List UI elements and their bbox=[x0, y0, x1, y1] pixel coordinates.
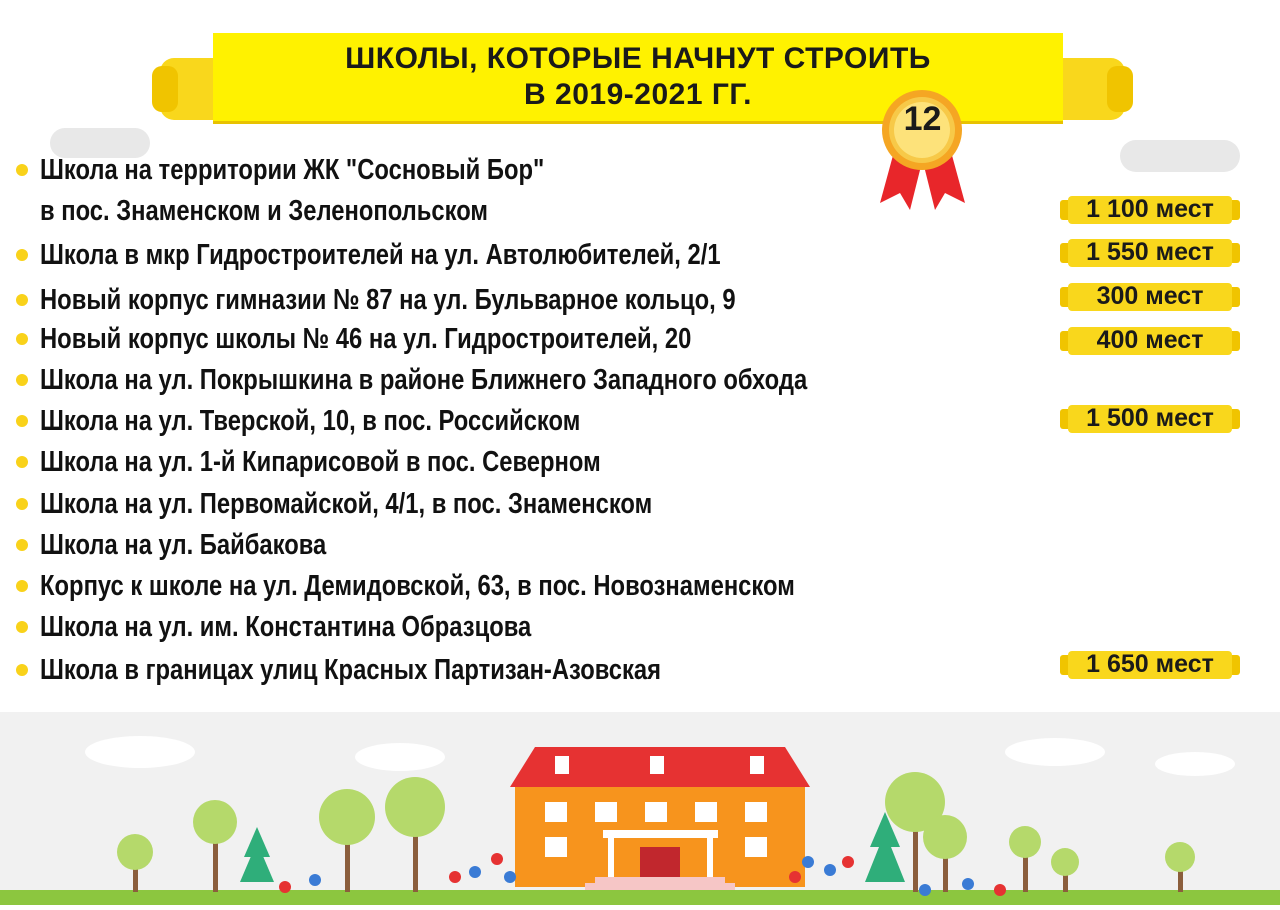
school-item: Школа на территории ЖК "Сосновый Бор" bbox=[40, 154, 545, 186]
school-item: Новый корпус школы № 46 на ул. Гидростроителей, 20 bbox=[40, 323, 692, 355]
list-bullet bbox=[16, 249, 28, 261]
list-bullet bbox=[16, 580, 28, 592]
school-item: Школа на ул. Покрышкина в районе Ближнего Западного обхода bbox=[40, 364, 808, 396]
school-item: Школа на ул. Тверской, 10, в пос. Российском bbox=[40, 405, 581, 437]
school-item: Корпус к школе на ул. Демидовской, 63, в пос. Новознаменском bbox=[40, 570, 795, 602]
capacity-badge-text: 1 500 мест bbox=[1086, 404, 1214, 432]
capacity-badge bbox=[1060, 403, 1240, 433]
list-bullet bbox=[16, 664, 28, 676]
capacity-badge bbox=[1060, 281, 1240, 311]
capacity-badge-text: 1 650 мест bbox=[1086, 650, 1214, 678]
list-bullet bbox=[16, 539, 28, 551]
capacity-badge-text: 400 мест bbox=[1096, 326, 1204, 354]
capacity-badge bbox=[1060, 194, 1240, 224]
capacity-badge bbox=[1060, 649, 1240, 679]
list-bullet bbox=[16, 333, 28, 345]
medal-number: 12 bbox=[903, 100, 942, 138]
capacity-badge-text: 1 100 мест bbox=[1086, 195, 1214, 223]
school-item: Школа на ул. Байбакова bbox=[40, 529, 327, 561]
banner-title-line1: ШКОЛЫ, КОТОРЫЕ НАЧНУТ СТРОИТЬ bbox=[345, 42, 931, 75]
list-bullet bbox=[16, 621, 28, 633]
school-item: Новый корпус гимназии № 87 на ул. Бульварное кольцо, 9 bbox=[40, 284, 736, 316]
banner-title-line2: В 2019-2021 ГГ. bbox=[524, 78, 752, 111]
school-illustration bbox=[0, 712, 1280, 905]
header-banner bbox=[0, 0, 1280, 220]
school-item: Школа в мкр Гидростроителей на ул. Автолюбителей, 2/1 bbox=[40, 239, 721, 271]
medal-icon bbox=[875, 88, 970, 213]
list-bullet bbox=[16, 498, 28, 510]
capacity-badge bbox=[1060, 237, 1240, 267]
capacity-badge bbox=[1060, 325, 1240, 355]
school-item: Школа в границах улиц Красных Партизан-Азовская bbox=[40, 654, 662, 686]
capacity-badge-text: 1 550 мест bbox=[1086, 238, 1214, 266]
capacity-badge-text: 300 мест bbox=[1096, 282, 1204, 310]
list-bullet bbox=[16, 164, 28, 176]
list-bullet bbox=[16, 415, 28, 427]
list-bullet bbox=[16, 294, 28, 306]
list-bullet bbox=[16, 456, 28, 468]
school-item: Школа на ул. им. Константина Образцова bbox=[40, 611, 532, 643]
school-item-continuation: в пос. Знаменском и Зеленопольском bbox=[40, 195, 489, 227]
school-item: Школа на ул. Первомайской, 4/1, в пос. Знаменском bbox=[40, 488, 653, 520]
list-bullet bbox=[16, 374, 28, 386]
school-item: Школа на ул. 1-й Кипарисовой в пос. Северном bbox=[40, 446, 601, 478]
